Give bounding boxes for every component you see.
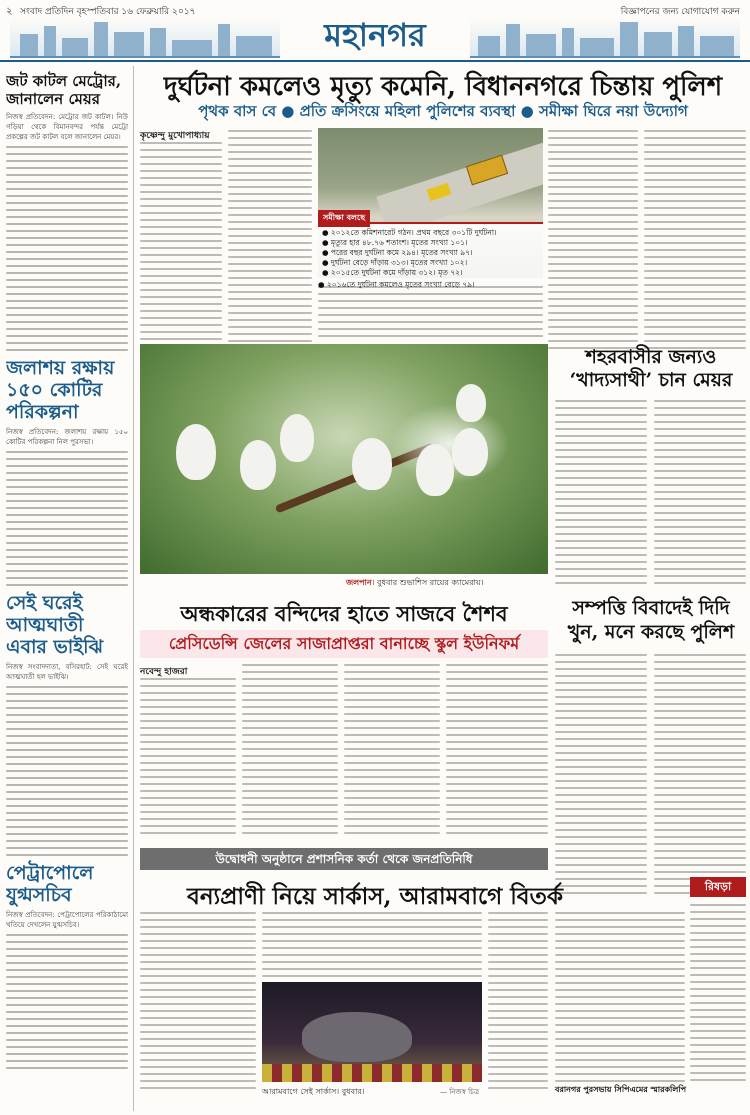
egret-icon — [176, 424, 216, 480]
prison-uniform-subheadline: প্রেসিডেন্সি জেলের সাজাপ্রাপ্তরা বানাচ্ছে স্কুল ইউনিফর্ম — [140, 630, 548, 658]
mayor-food-headline[interactable]: শহরবাসীর জন্যও ‘খাদ্যসাথী’ চান মেয়র — [569, 346, 733, 391]
stat-item: ● ২০১৬তে দুর্ঘটনা কমলেও মৃতের সংখ্যা বেড়ে ৭৯। — [318, 280, 475, 289]
story-waterbody-intro: নিজস্ব প্রতিবেদন: জলাশয় রক্ষায় ১৫০ কোটির পরিকল্পনা নিল পুরসভা। — [6, 428, 128, 446]
caption-text: । বুধবার শুভাশিস রায়ের ক্যামেরায়। — [371, 578, 484, 587]
baranagar-headline[interactable]: বরানগর পুরসভায় সিপিএমের স্মারকলিপি — [555, 1085, 687, 1094]
stat-item: ● ২০১৫তে দুর্ঘটনা কমে দাঁড়ায় ৩১২। মৃত ৭২। — [322, 268, 463, 277]
lead-subheadline: পৃথক বাস বে ● প্রতি ক্রসিংয়ে মহিলা পুলিশের ব্যবস্থা ● সমীক্ষা ঘিরে নয়া উদ্যোগ — [198, 102, 688, 120]
prison-uniform-byline: নবেন্দু হাজরা — [140, 667, 188, 677]
paper-info: সংবাদ প্রতিদিন বৃহস্পতিবার ১৬ ফেব্রুয়ারি ২০১৭ — [20, 7, 196, 17]
story-waterbody-body — [6, 451, 128, 586]
prison-body-col1 — [140, 678, 236, 839]
circus-body-col2 — [262, 912, 482, 989]
stat-item: ● পরের বছর দুর্ঘটনা কমে ২৯৪। মৃতের সংখ্যা ৯৭। — [322, 248, 473, 257]
property-murder-headline[interactable]: সম্পত্তি বিবাদেই দিদি খুন, মনে করছে পুলিশ — [567, 597, 735, 643]
masthead-ad-info: বিজ্ঞাপনের জন্য যোগাযোগ করুন — [620, 7, 740, 17]
story-petrapole-headline[interactable]: পেট্রাপোলে যুগ্মসচিব — [6, 862, 94, 906]
circus-headline[interactable]: বন্যপ্রাণী নিয়ে সার্কাস, আরামবাগে বিতর্ক — [187, 883, 563, 910]
prison-uniform-headline[interactable]: অন্ধকারের বন্দিদের হাতে সাজবে শৈশব — [180, 601, 508, 626]
stat-item: ● মৃত্যুর হার ৪৮.৭৬ শতাংশ। মৃতের সংখ্যা ১০১। — [322, 238, 468, 247]
egret-icon — [240, 440, 276, 490]
story-metro-body — [6, 146, 128, 351]
story-waterbody-headline[interactable]: জলাশয় রক্ষায় ১৫০ কোটির পরিকল্পনা — [6, 357, 115, 423]
lead-body-under-photo — [318, 286, 543, 342]
circus-photo-credit: — নিজস্ব চিত্র — [440, 1088, 480, 1096]
skyline-illustration-left — [10, 18, 280, 58]
egret-icon — [352, 438, 392, 490]
rishra-badge: রিষড়া — [690, 877, 746, 897]
story-petrapole-intro: নিজস্ব প্রতিবেদন: পেট্রাপোলের পরিকাঠামো খতিয়ে দেখলেন যুগ্মসচিব। — [6, 911, 128, 929]
page-number: ২ — [6, 6, 13, 17]
officials-banner: উদ্বোধনী অনুষ্ঠানে প্রশাসনিক কর্তা থেকে জনপ্রতিনিধি — [140, 848, 548, 870]
egrets-caption — [346, 577, 484, 590]
story-metro-intro: নিজস্ব প্রতিবেদন: মেট্রোর জট কাটল। নিউ গড়িয়া থেকে বিমানবন্দর পর্যন্ত মেট্রো প্রকল্পের জট কাটল বলে জানালেন মেয়র। — [6, 113, 128, 141]
prison-body-col2 — [242, 664, 338, 839]
skyline-illustration-right — [470, 18, 740, 58]
lead-body-col5 — [644, 130, 746, 354]
property-murder-body-col1 — [555, 654, 647, 899]
egret-icon — [452, 428, 488, 476]
hippo-icon — [302, 1012, 412, 1062]
story-suicide-headline[interactable]: সেই ঘরেই আত্মঘাতী এবার ভাইঝি — [6, 592, 103, 658]
lead-body-col4 — [548, 130, 638, 354]
left-column — [6, 66, 134, 1111]
story-petrapole-body — [6, 934, 128, 1069]
prison-body-col4 — [446, 664, 548, 839]
rishra-body — [690, 904, 746, 1086]
section-title: মহানগর — [324, 16, 426, 54]
circus-caption: আরামবাগে সেই সার্কাস। বুধবার। — [262, 1087, 365, 1096]
circus-ring — [262, 1064, 482, 1082]
circus-body-col1 — [140, 912, 256, 1094]
mayor-food-body-col2 — [654, 400, 746, 589]
lead-body-col2 — [228, 130, 312, 354]
egret-icon — [416, 444, 454, 496]
egret-icon — [456, 384, 486, 422]
stat-item: ● দুর্ঘটনা বেড়ে দাঁড়ায় ৩১৩। মৃতের সংখ্যা ১০২। — [322, 258, 468, 267]
egrets-photo — [140, 344, 548, 574]
lead-headline[interactable]: দুর্ঘটনা কমলেও মৃত্যু কমেনি, বিধাননগরে চিন্তায় পুলিশ — [163, 72, 723, 102]
circus-body-col4 — [555, 912, 685, 1087]
prison-body-col3 — [344, 664, 440, 839]
story-suicide-intro: নিজস্ব সংবাদদাতা, বসিরহাট: সেই ঘরেই আত্মঘাতী হল ভাইঝি। — [6, 663, 128, 681]
survey-stats-box — [318, 213, 543, 278]
story-suicide-body — [6, 686, 128, 856]
egret-icon — [280, 414, 314, 462]
circus-body-col3 — [488, 912, 548, 1094]
caption-label: জলপান — [346, 578, 372, 587]
circus-photo — [262, 982, 482, 1082]
story-metro-headline[interactable]: জট কাটল মেট্রোর, জানালেন মেয়র — [6, 72, 122, 108]
lead-body-col1 — [140, 142, 222, 352]
traffic-photo — [318, 128, 543, 278]
property-murder-body-col2 — [654, 654, 746, 899]
survey-badge: সমীক্ষা বলছে — [318, 210, 370, 227]
mayor-food-body-col1 — [555, 400, 647, 589]
stat-item: ● ২০১২তে কমিশনারেট গঠন। প্রথম বছরে ৩০১টি দুর্ঘটনা। — [322, 228, 497, 237]
masthead — [0, 0, 750, 62]
lead-byline: কৃষ্ণেন্দু মুখোপাধ্যায় — [140, 131, 210, 141]
